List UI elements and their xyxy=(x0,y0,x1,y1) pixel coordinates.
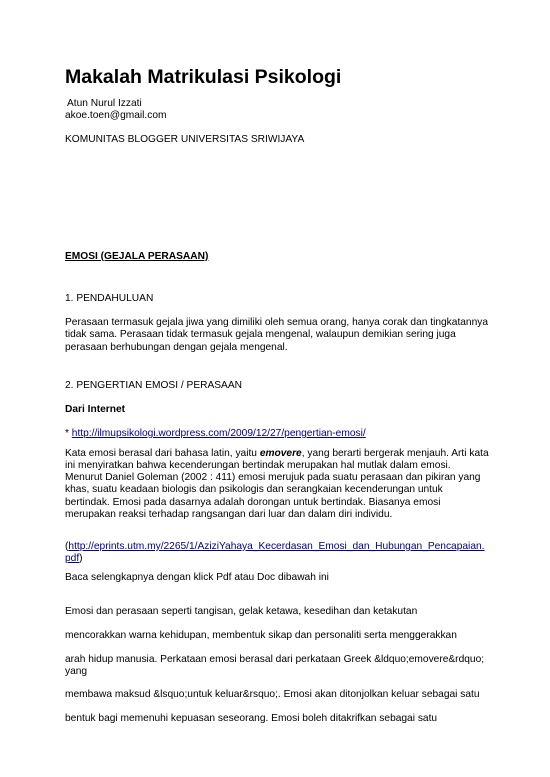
definition-text-after: , yang berarti bergerak menjauh. Arti kata ini menyiratkan bahwa kecenderungan bertindak merupakan hal mutlak dalam emosi. xyxy=(65,448,489,472)
pengertian-heading: 2. PENGERTIAN EMOSI / PERASAAN xyxy=(65,380,243,391)
definition-emphasis: emovere xyxy=(259,448,302,459)
source-link-2-line xyxy=(65,541,490,566)
goleman-text: Menurut Daniel Goleman (2002 : 411) emosi merujuk pada suatu perasaan dan pikiran yang khas, suatu keadaan biologis dan psikologis dan serangkaian kecenderungan untuk bertindak. Emosi pada dasarnya adalah dorongan untuk bertindak. Biasanya emosi merupakan reaksi terhadap rangsangan dari luar dan dalam diri individu. xyxy=(65,472,481,521)
section-title: EMOSI (GEJALA PERASAAN) xyxy=(65,251,209,262)
pendahuluan-paragraph xyxy=(65,317,490,354)
source-link-2[interactable]: http://eprints.utm.my/2265/1/AziziYahaya_Kecerdasan_Emosi_dan_Hubungan_Pencapaian.pdf xyxy=(65,541,485,565)
body-line: arah hidup manusia. Perkataan emosi berasal dari perkataan Greek &ldquo;emovere&rdquo; xyxy=(65,654,485,665)
body-line: mencorakkan warna kehidupan, membentuk sikap dan personaliti serta menggerakkan xyxy=(65,630,457,641)
bullet-marker: * xyxy=(65,428,72,439)
link2-close-paren: ) xyxy=(79,553,83,565)
link2-open-paren: ( xyxy=(65,541,69,552)
read-more-text: Baca selengkapnya dengan klick Pdf atau Doc dibawah ini xyxy=(65,572,329,583)
pendahuluan-heading: 1. PENDAHULUAN xyxy=(65,293,154,304)
pendahuluan-text: Perasaan termasuk gejala jiwa yang dimiliki oleh semua orang, hanya corak dan tingkatannya tidak sama. Perasaan tidak termasuk gejala mengenal, walaupun demikian sering juga perasaan berhubungan dengan gejala mengenal. xyxy=(65,317,489,353)
emosi-definition-text xyxy=(65,448,490,473)
body-line: membawa maksud &lsquo;untuk keluar&rsquo;. Emosi akan ditonjolkan keluar sebagai satu xyxy=(65,689,480,700)
body-line: yang xyxy=(65,666,88,677)
definition-text-before: Kata emosi berasal dari bahasa latin, yaitu xyxy=(65,448,260,459)
source-heading: Dari Internet xyxy=(65,404,126,415)
source-link-1[interactable]: http://ilmupsikologi.wordpress.com/2009/12/27/pengertian-emosi/ xyxy=(71,428,366,439)
goleman-paragraph xyxy=(65,472,490,522)
source-link-2-paragraph xyxy=(65,541,490,566)
document-title: Makalah Matrikulasi Psikologi xyxy=(65,66,342,88)
author-name: Atun Nurul Izzati xyxy=(67,98,142,109)
community-name: KOMUNITAS BLOGGER UNIVERSITAS SRIWIJAYA xyxy=(65,134,305,145)
body-line: bentuk bagi memenuhi kepuasan seseorang. Emosi boleh ditakrifkan sebagai satu xyxy=(65,713,438,724)
emosi-definition-paragraph xyxy=(65,448,490,473)
author-email: akoe.toen@gmail.com xyxy=(65,110,167,121)
body-line: Emosi dan perasaan seperti tangisan, gelak ketawa, kesedihan dan ketakutan xyxy=(65,606,418,617)
source-link-line xyxy=(65,428,366,440)
